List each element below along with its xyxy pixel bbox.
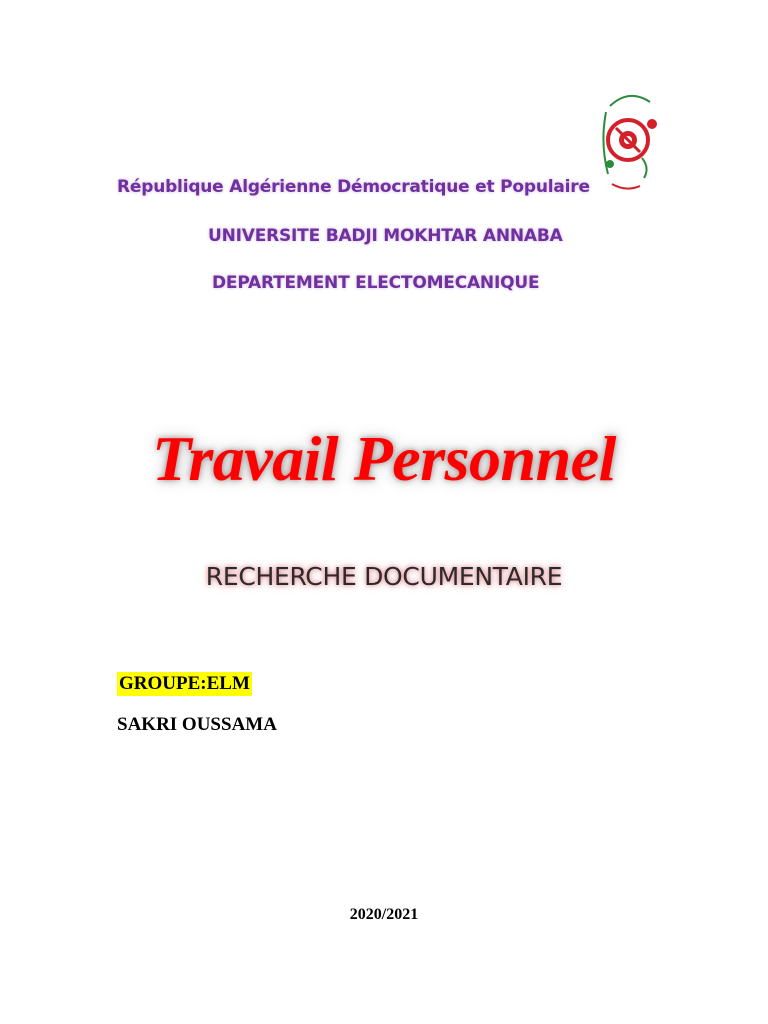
university-emblem-icon [596, 88, 662, 198]
document-title: Travail Personnel [152, 423, 616, 494]
document-subtitle: RECHERCHE DOCUMENTAIRE [205, 562, 563, 591]
author-name: SAKRI OUSSAMA [117, 714, 277, 735]
university-heading: UNIVERSITE BADJI MOKHTAR ANNABA [208, 226, 563, 246]
country-heading: République Algérienne Démocratique et Populaire [117, 177, 590, 197]
department-heading: DEPARTEMENT ELECTOMECANIQUE [212, 273, 540, 293]
academic-year: 2020/2021 [349, 906, 419, 923]
group-label: GROUPE:ELM [119, 673, 250, 694]
